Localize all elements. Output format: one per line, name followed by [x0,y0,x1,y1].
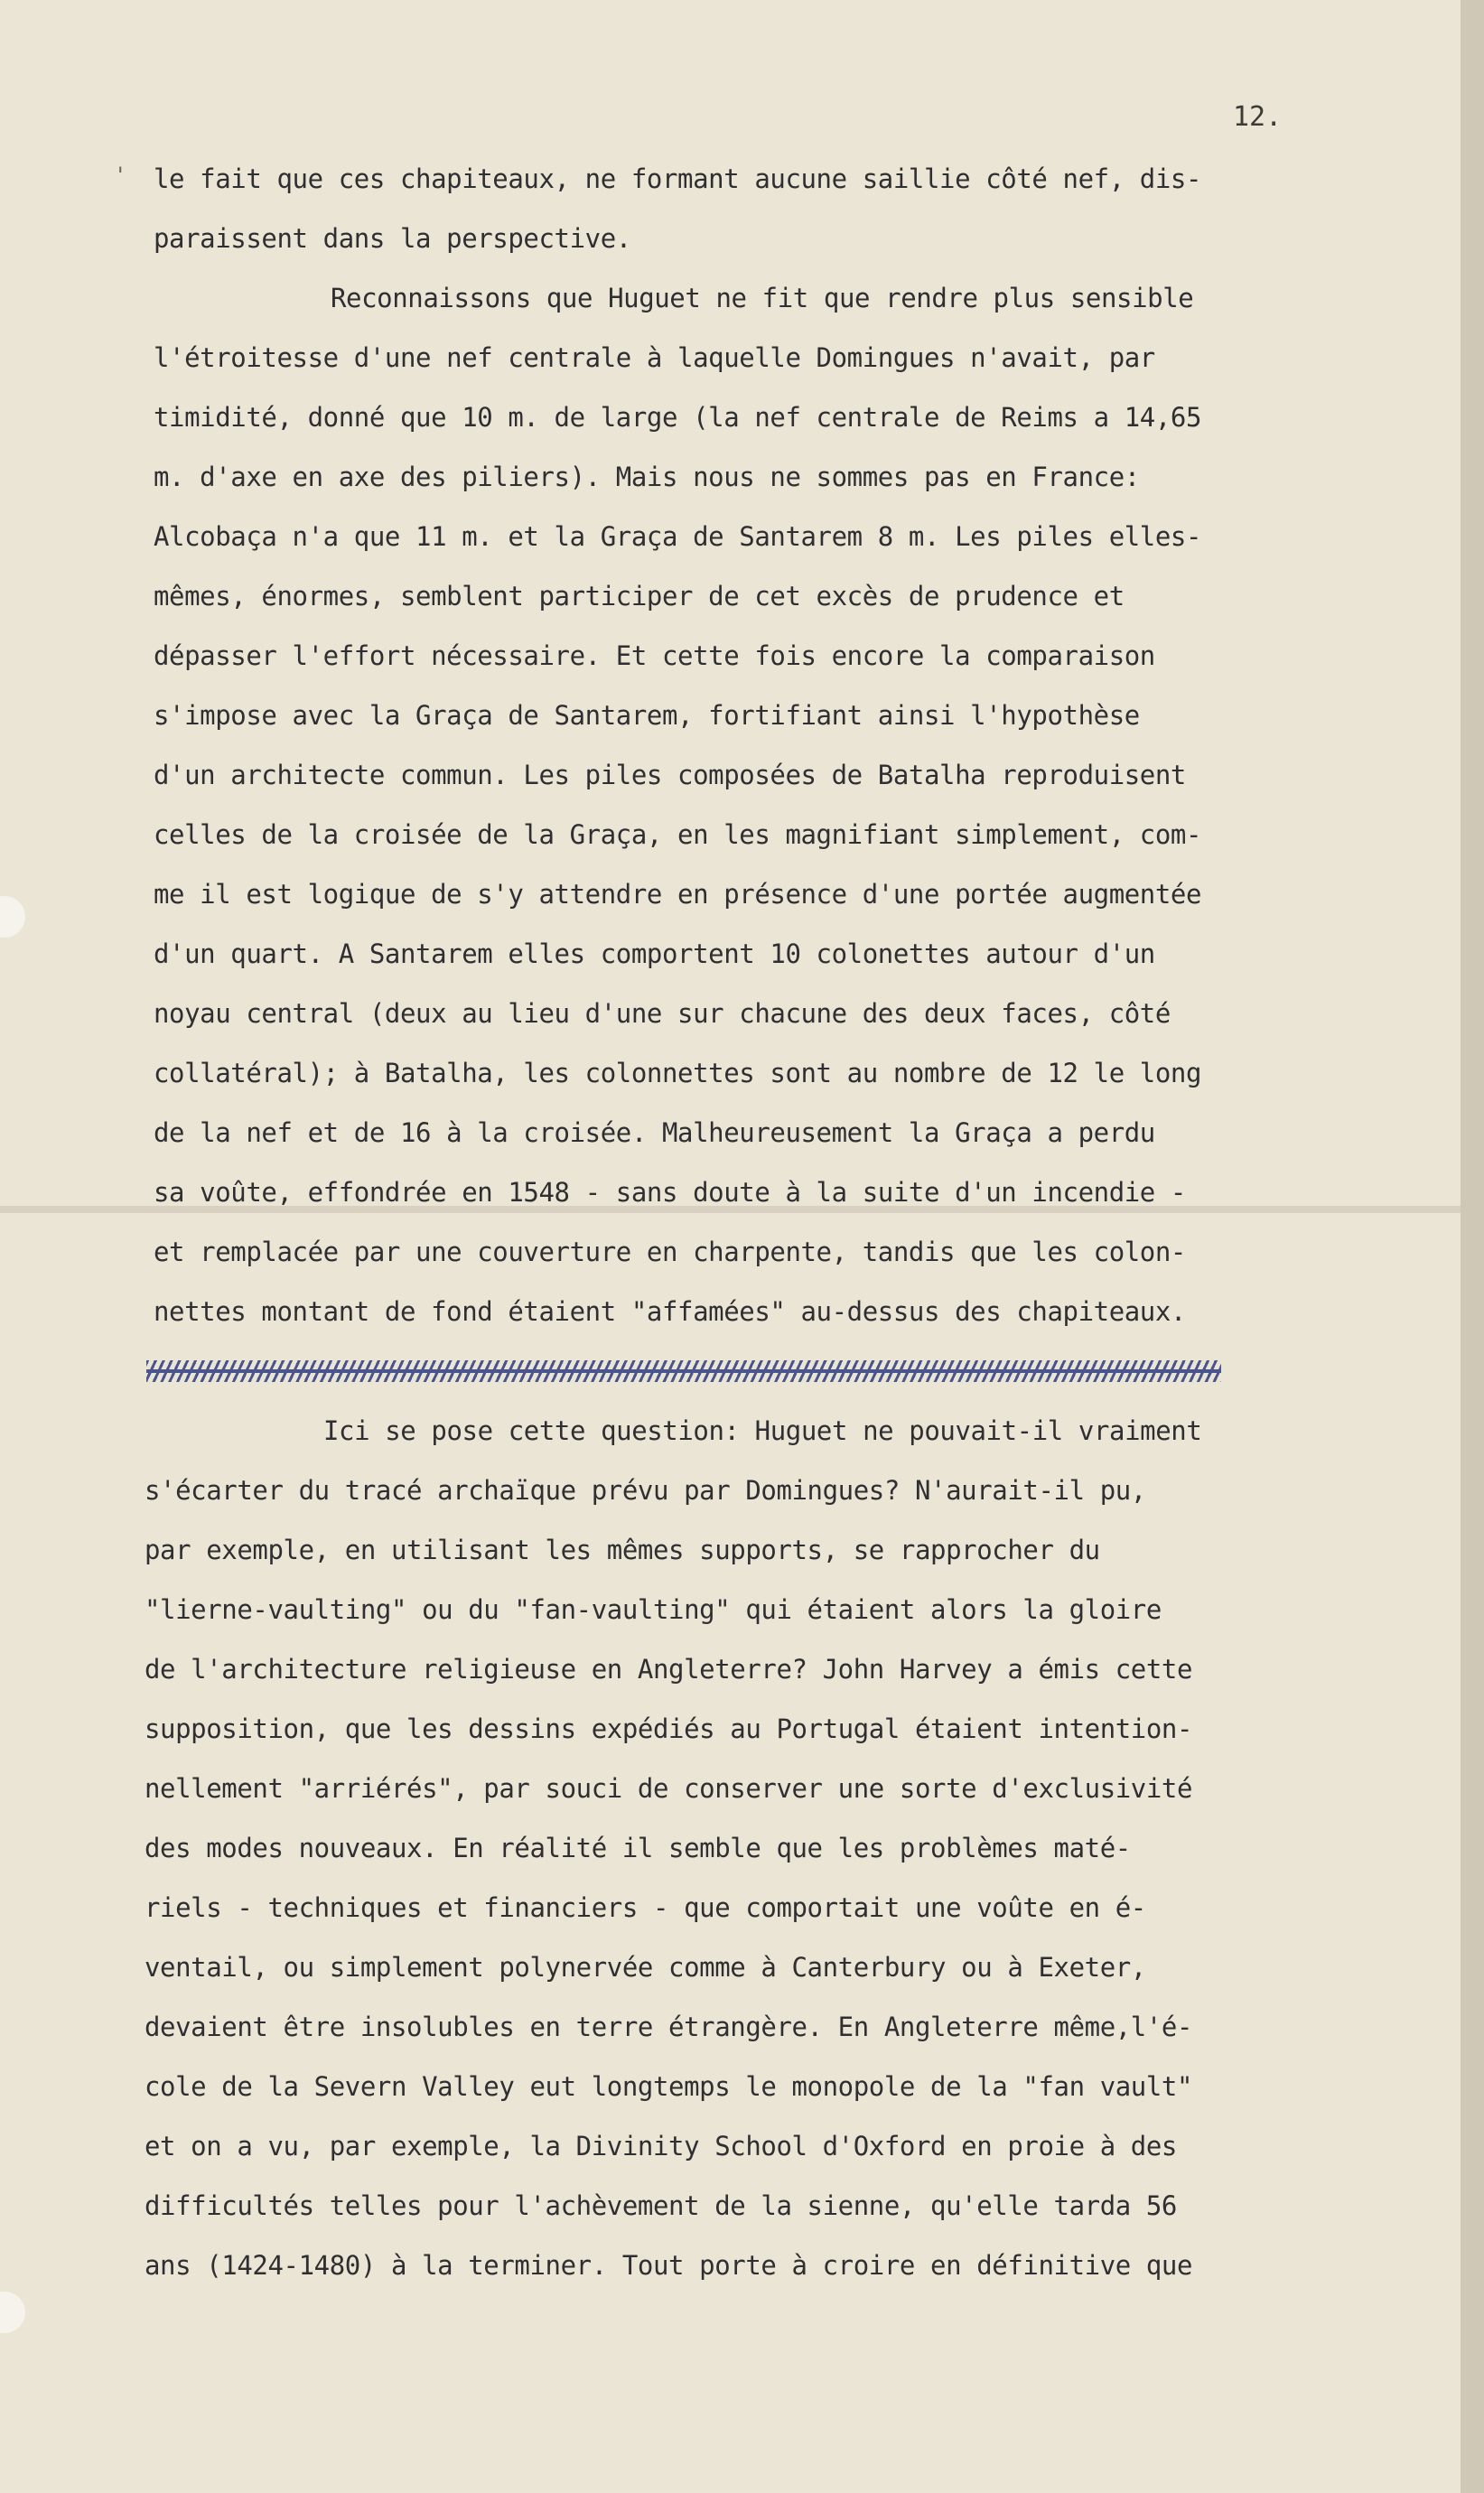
text-line: supposition, que les dessins expédiés au Portugal étaient intention- [145,1713,1193,1744]
text-line: ventail, ou simplement polynervée comme à Canterbury ou à Exeter, [145,1952,1146,1983]
text-line: s'impose avec la Graça de Santarem, fortifiant ainsi l'hypothèse [154,700,1140,731]
text-line: de l'architecture religieuse en Angleterre? John Harvey a émis cette [145,1654,1193,1685]
page-number: 12. [1233,101,1283,133]
text-line: "lierne-vaulting" ou du "fan-vaulting" qui étaient alors la gloire [145,1594,1162,1625]
text-line: nettes montant de fond étaient "affamées" au-dessus des chapiteaux. [154,1296,1186,1327]
margin-mark: ' [114,163,127,188]
text-line: d'un architecte commun. Les piles composées de Batalha reproduisent [154,760,1186,790]
text-line: difficultés telles pour l'achèvement de la sienne, qu'elle tarda 56 [145,2190,1177,2221]
text-line: mêmes, énormes, semblent participer de cet excès de prudence et [154,581,1125,612]
text-line: dépasser l'effort nécessaire. Et cette fois encore la comparaison [154,640,1155,671]
text-line: celles de la croisée de la Graça, en les magnifiant simplement, com- [154,819,1202,850]
text-line: riels - techniques et financiers - que comportait une voûte en é- [145,1892,1146,1923]
text-line: m. d'axe en axe des piliers). Mais nous ne sommes pas en France: [154,462,1140,492]
text-line: Alcobaça n'a que 11 m. et la Graça de Santarem 8 m. Les piles elles- [154,521,1202,552]
page-edge-shadow [1461,0,1484,2493]
text-line: noyau central (deux au lieu d'une sur chacune des deux faces, côté [154,998,1171,1029]
text-line: d'un quart. A Santarem elles comportent 10 colonettes autour d'un [154,938,1155,969]
text-line: timidité, donné que 10 m. de large (la nef centrale de Reims a 14,65 [154,402,1202,433]
text-line: de la nef et de 16 à la croisée. Malheureusement la Graça a perdu [154,1117,1155,1148]
punch-hole-upper [0,896,25,938]
text-line: nellement "arriérés", par souci de conserver une sorte d'exclusivité [145,1773,1193,1804]
text-line: s'écarter du tracé archaïque prévu par Domingues? N'aurait-il pu, [145,1475,1146,1506]
text-line: ans (1424-1480) à la terminer. Tout porte à croire en définitive que [145,2250,1193,2281]
text-line: l'étroitesse d'une nef centrale à laquelle Domingues n'avait, par [154,342,1155,373]
text-line: paraissent dans la perspective. [154,223,631,254]
text-line: cole de la Severn Valley eut longtemps le monopole de la "fan vault" [145,2071,1193,2102]
text-line: des modes nouveaux. En réalité il semble que les problèmes maté- [145,1833,1131,1863]
text-line: et on a vu, par exemple, la Divinity School d'Oxford en proie à des [145,2131,1177,2162]
crossed-out-line [146,1360,1221,1382]
punch-hole-lower [0,2292,25,2333]
text-line: le fait que ces chapiteaux, ne formant aucune saillie côté nef, dis- [154,163,1202,194]
text-line: sa voûte, effondrée en 1548 - sans doute à la suite d'un incendie - [154,1177,1186,1208]
text-line: Ici se pose cette question: Huguet ne pouvait-il vraiment [323,1415,1202,1446]
text-line: Reconnaissons que Huguet ne fit que rendre plus sensible [331,283,1194,313]
text-line: devaient être insolubles en terre étrangère. En Angleterre même,l'é- [145,2012,1193,2042]
text-line: me il est logique de s'y attendre en présence d'une portée augmentée [154,879,1202,910]
text-line: et remplacée par une couverture en charpente, tandis que les colon- [154,1237,1186,1267]
text-line: par exemple, en utilisant les mêmes supports, se rapprocher du [145,1535,1100,1565]
text-line: collatéral); à Batalha, les colonnettes sont au nombre de 12 le long [154,1058,1202,1088]
